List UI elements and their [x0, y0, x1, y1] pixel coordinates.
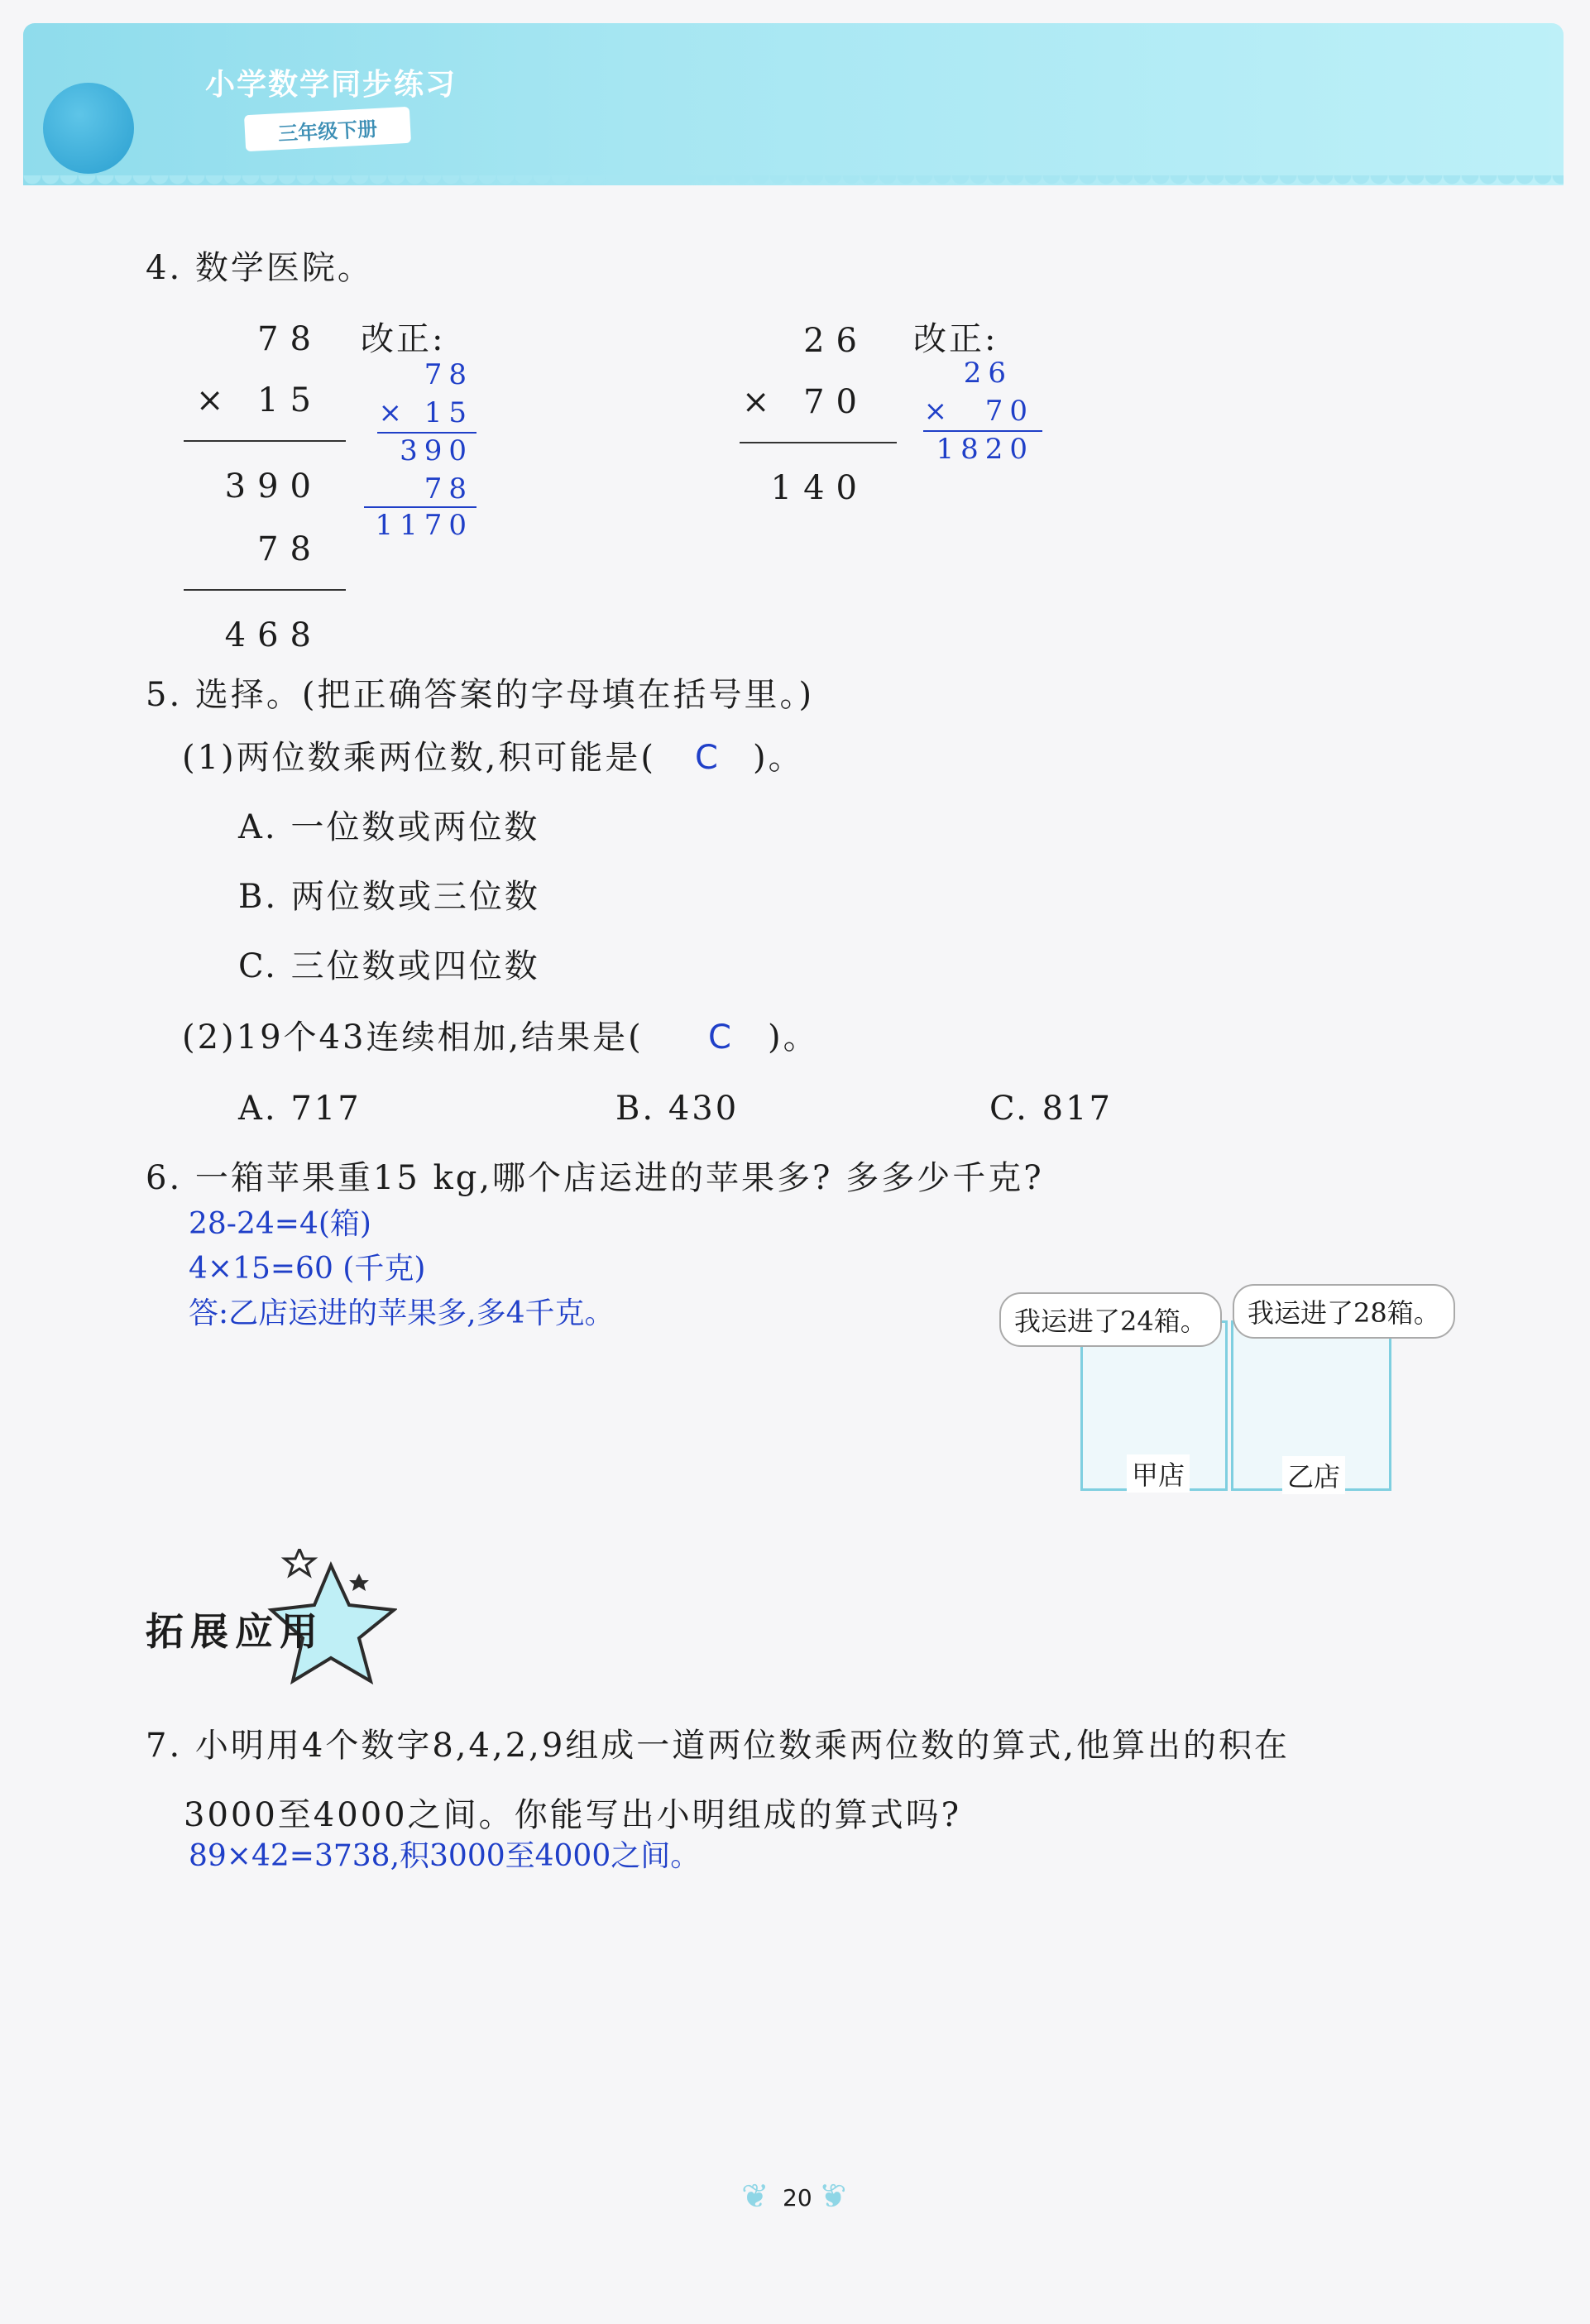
- q4-right-fix-label: 改正:: [913, 320, 999, 358]
- apple-mascot-icon: [43, 83, 134, 174]
- q5-part1-stem-b: )。: [753, 739, 804, 777]
- grade-badge: 三年级下册: [244, 107, 411, 151]
- page-header-banner: [23, 23, 1564, 185]
- q4-left-fix-result: 1170: [375, 509, 473, 542]
- q4-right-multiplier: × 70: [741, 383, 869, 421]
- q5-part1-answer: C: [695, 739, 721, 777]
- q5-part2-option-c: C. 817: [989, 1090, 1113, 1128]
- q4-left-fix-multiplicand: 78: [424, 358, 473, 391]
- q4-left-fix-rule-2: [364, 506, 477, 508]
- q4-left-multiplier: × 15: [195, 381, 323, 419]
- q4-right-fix-rule: [923, 430, 1042, 432]
- q4-left-fix-rule-1: [377, 432, 477, 434]
- q4-left-fix-label: 改正:: [361, 320, 446, 358]
- q4-left-fix-multiplier: × 15: [378, 396, 473, 429]
- q4-left-fix-partial-2: 78: [424, 472, 473, 506]
- q4-left-partial-2: 78: [257, 530, 323, 568]
- q4-right-fix-multiplier: × 70: [923, 395, 1034, 428]
- q7-line-2: 3000至4000之间。你能写出小明组成的算式吗?: [184, 1796, 962, 1834]
- q4-left-rule-2: [184, 589, 346, 591]
- speech-bubble-jia: 我运进了24箱。: [999, 1292, 1222, 1347]
- book-title: 小学数学同步练习: [205, 68, 457, 102]
- q4-right-rule: [740, 442, 897, 443]
- shop-yi-label: 乙店: [1282, 1456, 1345, 1494]
- q5-part2-stem-b: )。: [768, 1018, 819, 1057]
- q5-heading: 5. 选择。(把正确答案的字母填在括号里。): [146, 676, 815, 714]
- q5-part2-answer: C: [708, 1018, 734, 1057]
- q5-part2-option-b: B. 430: [615, 1090, 740, 1128]
- q7-answer: 89×42=3738,积3000至4000之间。: [189, 1839, 701, 1873]
- q6-answer-line-2: 4×15=60 (千克): [189, 1252, 426, 1286]
- q4-right-multiplicand: 26: [803, 322, 869, 360]
- q4-right-fix-multiplicand: 26: [963, 357, 1013, 390]
- q4-left-result: 468: [224, 616, 323, 654]
- q6-answer-line-3: 答:乙店运进的苹果多,多4千克。: [189, 1296, 615, 1330]
- laurel-right-icon: ❦: [819, 2178, 847, 2216]
- q5-part1-stem-a: (1)两位数乘两位数,积可能是(: [182, 739, 656, 777]
- q5-part1-option-a: A. 一位数或两位数: [238, 808, 540, 846]
- header-scallop-border: [23, 175, 1564, 197]
- q5-part2-option-a: A. 717: [238, 1090, 362, 1128]
- q6-heading: 6. 一箱苹果重15 kg,哪个店运进的苹果多? 多多少千克?: [146, 1159, 1044, 1197]
- speech-bubble-yi: 我运进了28箱。: [1233, 1284, 1455, 1339]
- q4-heading: 4. 数学医院。: [146, 249, 373, 287]
- q4-right-fix-result: 1820: [936, 433, 1034, 466]
- laurel-left-icon: ❦: [741, 2178, 769, 2216]
- q5-part2-stem-a: (2)19个43连续相加,结果是(: [182, 1018, 644, 1057]
- q4-left-partial-1: 390: [224, 467, 323, 506]
- q4-right-result: 140: [770, 469, 869, 507]
- q7-line-1: 7. 小明用4个数字8,4,2,9组成一道两位数乘两位数的算式,他算出的积在: [146, 1727, 1290, 1765]
- q6-answer-line-1: 28-24=4(箱): [189, 1207, 371, 1241]
- page-number: 20: [783, 2184, 812, 2211]
- q4-left-fix-partial-1: 390: [400, 434, 473, 467]
- shop-jia-label: 甲店: [1127, 1454, 1190, 1493]
- section-title: 拓展应用: [146, 1609, 324, 1654]
- q4-left-rule-1: [184, 440, 346, 442]
- q4-left-multiplicand: 78: [257, 320, 323, 358]
- q5-part1-option-b: B. 两位数或三位数: [238, 878, 540, 916]
- q5-part1-option-c: C. 三位数或四位数: [238, 947, 540, 985]
